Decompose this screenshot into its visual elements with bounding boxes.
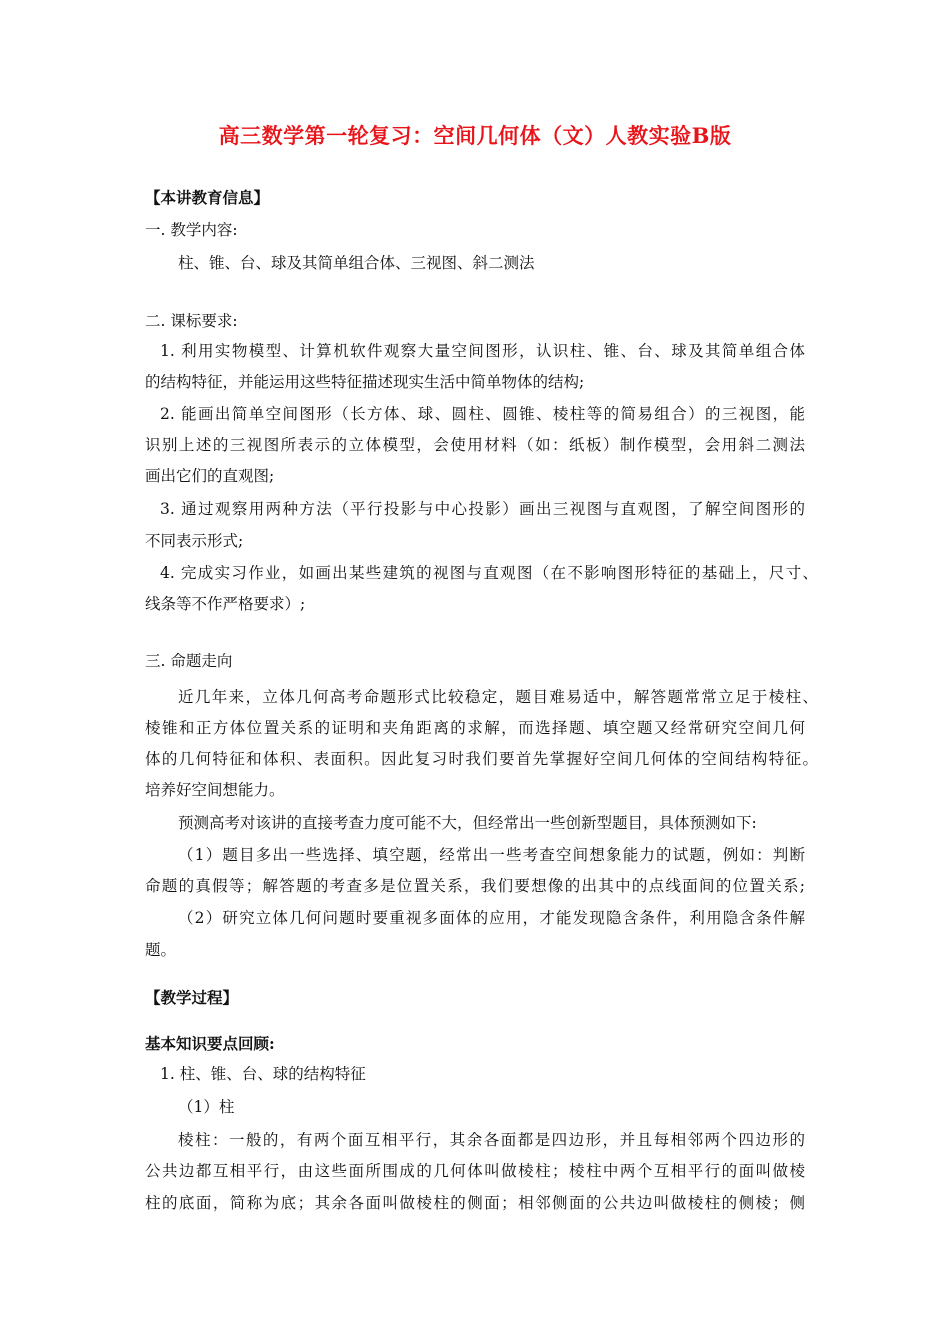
content-body: 柱、锥、台、球及其简单组合体、三视图、斜二测法	[178, 254, 535, 272]
trend-heading: 三. 命题走向	[145, 652, 233, 670]
requirement-2-line-3: 画出它们的直观图;	[145, 467, 275, 485]
trend-para3-line-1: （1）题目多出一些选择、填空题，经常出一些考查空间想象能力的试题，例如：判断	[178, 846, 805, 864]
requirements-heading: 二. 课标要求:	[145, 312, 238, 330]
prism-definition-line-1: 棱柱：一般的，有两个面互相平行，其余各面都是四边形，并且每相邻两个四边形的	[178, 1131, 805, 1149]
section-heading-info: 【本讲教育信息】	[145, 188, 270, 207]
requirement-3-line-1: 3. 通过观察用两种方法（平行投影与中心投影）画出三视图与直观图，了解空间图形的	[160, 500, 805, 518]
content-heading: 一. 教学内容:	[145, 221, 238, 239]
trend-para4-line-2: 题。	[145, 941, 177, 959]
requirement-4-line-2: 线条等不作严格要求）;	[145, 595, 306, 613]
trend-para2: 预测高考对该讲的直接考查力度可能不大，但经常出一些创新型题目，具体预测如下:	[178, 814, 757, 832]
prism-definition-line-2: 公共边都互相平行，由这些面所围成的几何体叫做棱柱；棱柱中两个互相平行的面叫做棱	[145, 1162, 805, 1180]
trend-para3-line-2: 命题的真假等；解答题的考查多是位置关系，我们要想像的出其中的点线面间的位置关系;	[145, 877, 805, 895]
trend-para1-line-2: 棱锥和正方体位置关系的证明和夹角距离的求解，而选择题、填空题又经常研究空间几何	[145, 719, 805, 737]
requirement-3-line-2: 不同表示形式;	[145, 532, 244, 550]
requirement-4-line-1: 4. 完成实习作业，如画出某些建筑的视图与直观图（在不影响图形特征的基础上，尺寸、	[160, 564, 818, 582]
prism-definition-line-3: 柱的底面，简称为底；其余各面叫做棱柱的侧面；相邻侧面的公共边叫做棱柱的侧棱；侧	[145, 1194, 805, 1212]
knowledge-item-1: 1. 柱、锥、台、球的结构特征	[160, 1065, 366, 1083]
trend-para1-line-3: 体的几何特征和体积、表面积。因此复习时我们要首先掌握好空间几何体的空间结构特征。	[145, 750, 818, 768]
document-title: 高三数学第一轮复习：空间几何体（文）人教实验B版	[218, 123, 732, 148]
requirement-2-line-2: 识别上述的三视图所表示的立体模型，会使用材料（如：纸板）制作模型，会用斜二测法	[145, 436, 805, 454]
knowledge-subitem-1: （1）柱	[178, 1098, 235, 1116]
trend-para1-line-1: 近几年来，立体几何高考命题形式比较稳定，题目难易适中，解答题常常立足于棱柱、	[178, 688, 818, 706]
section-heading-process: 【教学过程】	[145, 988, 239, 1007]
requirement-2-line-1: 2. 能画出简单空间图形（长方体、球、圆柱、圆锥、棱柱等的简易组合）的三视图，能	[160, 405, 805, 423]
trend-para1-line-4: 培养好空间想能力。	[145, 781, 285, 799]
requirement-1-line-2: 的结构特征，并能运用这些特征描述现实生活中简单物体的结构;	[145, 373, 585, 391]
basic-knowledge-heading: 基本知识要点回顾:	[145, 1034, 275, 1053]
requirement-1-line-1: 1. 利用实物模型、计算机软件观察大量空间图形，认识柱、锥、台、球及其简单组合体	[160, 342, 805, 360]
trend-para4-line-1: （2）研究立体几何问题时要重视多面体的应用，才能发现隐含条件，利用隐含条件解	[178, 909, 805, 927]
